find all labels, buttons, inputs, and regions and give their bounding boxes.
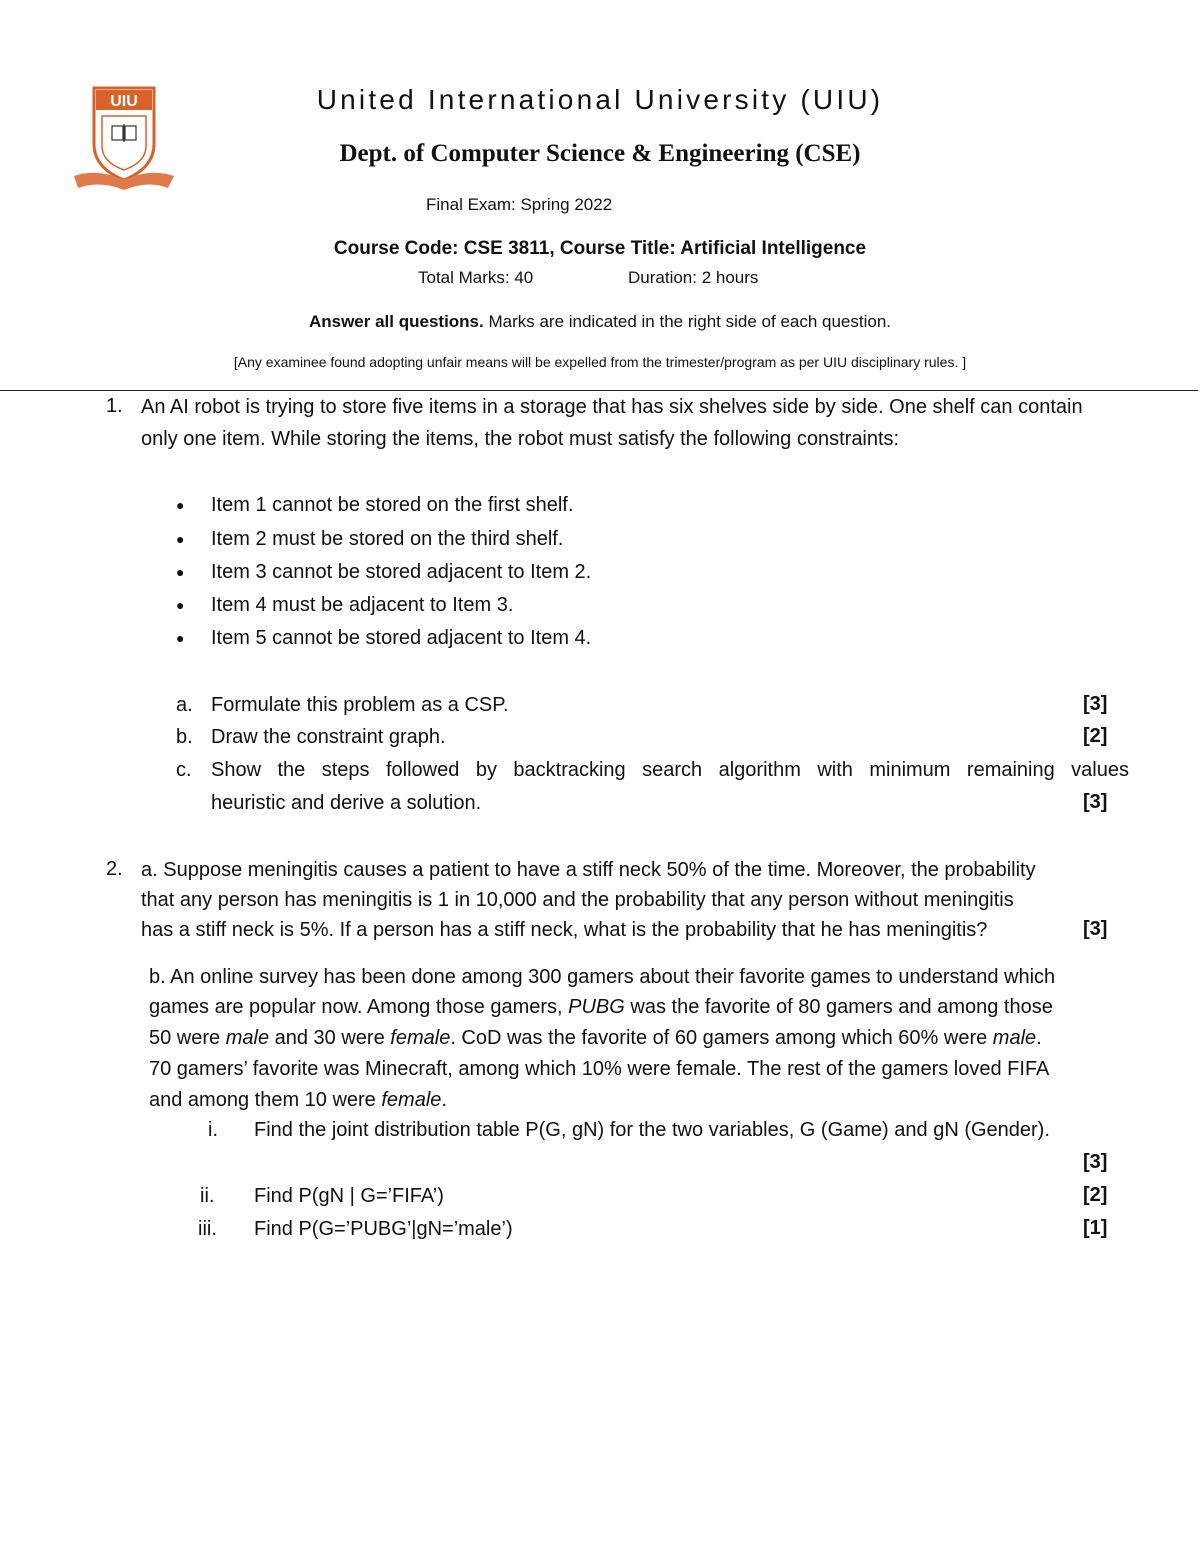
q2b-line5-pre: and among them 10 were (149, 1089, 382, 1111)
q2b-sub-ii-marks: [2] (1083, 1184, 1108, 1206)
bullet-icon: ● (176, 597, 185, 613)
bullet-icon: ● (176, 497, 185, 513)
q1-part-c-line1: Show the steps followed by backtracking search algorithm with minimum remaining values (211, 759, 1129, 781)
q2b-sub-iii-label: iii. (198, 1218, 217, 1240)
q2a-marks: [3] (1083, 918, 1108, 940)
university-name: United International University (UIU) (316, 84, 884, 115)
bullet-icon: ● (176, 564, 185, 580)
q2b-line3 (149, 1026, 1042, 1050)
q2b-sub-iii-text: Find P(G=’PUBG’|gN=’male’) (254, 1218, 513, 1240)
q2b-line3-italic-1: male (225, 1027, 270, 1049)
q2b-line3-c: . CoD was the favorite of 60 gamers among which 60% were (450, 1027, 993, 1049)
q2b-line2-italic: PUBG (568, 996, 625, 1018)
duration: Duration: 2 hours (628, 268, 759, 287)
q2b-line2-pre: games are popular now. Among those gamers, (149, 996, 569, 1018)
q2b-sub-iii-marks: [1] (1083, 1217, 1108, 1239)
q2-number: 2. (106, 858, 123, 880)
q2b-line2 (149, 995, 1053, 1019)
instructions-rest: Marks are indicated in the right side of each question. (483, 312, 892, 331)
q2b-line3-italic-3: male (992, 1027, 1037, 1049)
total-marks: Total Marks: 40 (418, 268, 534, 287)
constraint-4: Item 4 must be adjacent to Item 3. (211, 594, 514, 616)
constraint-1: Item 1 cannot be stored on the first shelf. (211, 494, 574, 516)
q1-part-c-marks: [3] (1083, 791, 1108, 813)
q1-part-b-text: Draw the constraint graph. (211, 726, 446, 748)
q2b-line3-a: 50 were (149, 1027, 226, 1049)
q1-part-c-line2: heuristic and derive a solution. (211, 792, 482, 814)
constraint-5: Item 5 cannot be stored adjacent to Item 4. (211, 627, 592, 649)
q1-part-a-text: Formulate this problem as a CSP. (211, 694, 509, 716)
bullet-icon: ● (176, 531, 185, 547)
q2b-line1: b. An online survey has been done among 300 gamers about their favorite games to understand which (149, 966, 1056, 988)
q2a-line1: a. Suppose meningitis causes a patient to have a stiff neck 50% of the time. Moreover, the probability (141, 859, 1036, 881)
department-name: Dept. of Computer Science & Engineering (CSE) (339, 140, 861, 167)
divider (0, 390, 1198, 391)
q1-part-b-marks: [2] (1083, 725, 1108, 747)
q1-part-b-label: b. (176, 726, 193, 748)
q2b-line2-post: was the favorite of 80 gamers and among those (624, 996, 1053, 1018)
q2b-line5-italic: female (381, 1089, 442, 1111)
q1-part-a-label: a. (176, 694, 193, 716)
q1-intro-line2: only one item. While storing the items, the robot must satisfy the following constraints: (141, 428, 900, 450)
course-info: Course Code: CSE 3811, Course Title: Artificial Intelligence (333, 238, 867, 259)
q2b-line3-b: and 30 were (269, 1027, 391, 1049)
q2b-sub-i-text: Find the joint distribution table P(G, gN) for the two variables, G (Game) and gN (Gender). (254, 1119, 1050, 1141)
q2a-line2: that any person has meningitis is 1 in 10,000 and the probability that any person without meningitis (141, 889, 1014, 911)
constraint-3: Item 3 cannot be stored adjacent to Item 2. (211, 561, 592, 583)
q2b-sub-ii-text: Find P(gN | G=’FIFA’) (254, 1185, 444, 1207)
q2a-line3: has a stiff neck is 5%. If a person has a stiff neck, what is the probability that he has meningitis? (141, 919, 988, 941)
q2b-line4: 70 gamers’ favorite was Minecraft, among which 10% were female. The rest of the gamers loved FIFA (149, 1058, 1050, 1080)
bullet-icon: ● (176, 630, 185, 646)
q2b-sub-i-label: i. (208, 1119, 218, 1141)
exam-title: Final Exam: Spring 2022 (426, 195, 613, 214)
svg-text:UIU: UIU (110, 93, 138, 110)
q1-part-a-marks: [3] (1083, 693, 1108, 715)
q2b-line3-italic-2: female (390, 1027, 451, 1049)
q1-intro-line1: An AI robot is trying to store five items in a storage that has six shelves side by side. One shelf can contain (141, 396, 1083, 418)
q2b-line5-post: . (441, 1089, 447, 1111)
q2b-sub-ii-label: ii. (200, 1185, 215, 1207)
q2b-sub-i-marks: [3] (1083, 1151, 1108, 1173)
q2b-line3-d: . (1036, 1027, 1042, 1049)
instructions-bold: Answer all questions. (308, 312, 484, 331)
constraint-2: Item 2 must be stored on the third shelf. (211, 528, 564, 550)
instructions (0, 312, 1200, 332)
q1-part-c-label: c. (176, 759, 192, 781)
q2b-line5 (149, 1088, 447, 1112)
warning-note: [Any examinee found adopting unfair means will be expelled from the trimester/program as per UIU disciplinary rules. ] (233, 354, 967, 370)
q1-number: 1. (106, 395, 123, 417)
